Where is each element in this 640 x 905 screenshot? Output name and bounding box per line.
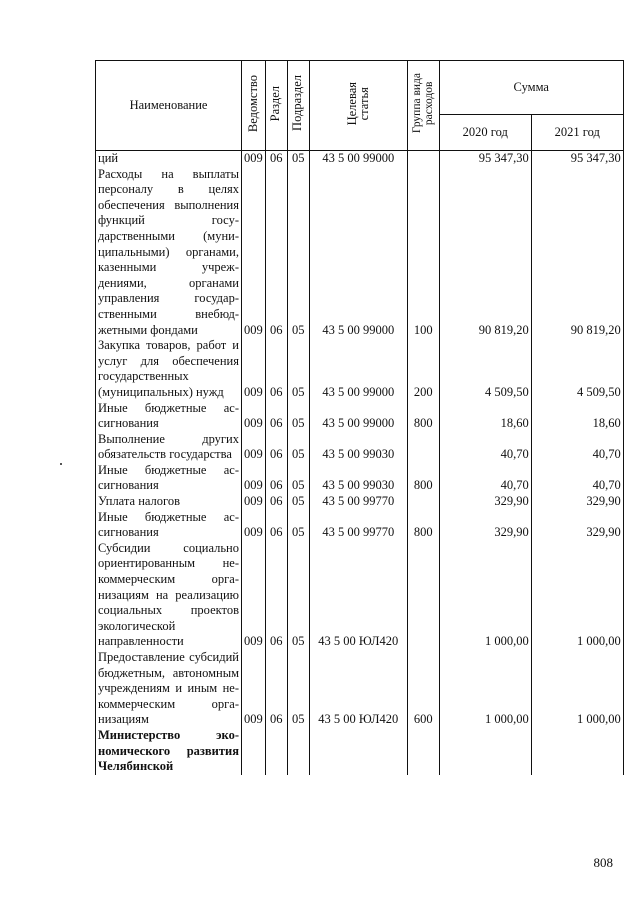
table-cell-sum-2020: 90 819,20 [439, 167, 531, 339]
table-cell-sum-2020: 18,60 [439, 401, 531, 432]
table-cell-vedomstvo: 009 [242, 338, 266, 400]
table-cell-vedomstvo: 009 [242, 510, 266, 541]
table-cell-sum-2021 [531, 728, 623, 775]
table-cell-razdel: 06 [265, 432, 287, 463]
table-cell-sum-2021: 1 000,00 [531, 541, 623, 650]
table-cell-celevaya-statya: 43 5 00 99770 [309, 510, 407, 541]
table-cell-razdel: 06 [265, 510, 287, 541]
table-cell-podrazdel [287, 728, 309, 775]
table-cell-name: Предоставление субсидий бюджетным, автономным учреждениям и иным некоммерческим организациям [96, 650, 242, 728]
table-cell-celevaya-statya: 43 5 00 99030 [309, 432, 407, 463]
table-cell-sum-2020: 329,90 [439, 510, 531, 541]
table-cell-gruppa [407, 432, 439, 463]
table-cell-podrazdel: 05 [287, 541, 309, 650]
table-cell-gruppa: 800 [407, 463, 439, 494]
table-cell-celevaya-statya [309, 728, 407, 775]
table-row [96, 510, 624, 541]
header-vedomstvo: Ведомство [242, 61, 266, 151]
table-cell-podrazdel: 05 [287, 494, 309, 510]
table-cell-razdel [265, 728, 287, 775]
table-cell-name: Иные бюджетные ассигнования [96, 401, 242, 432]
table-cell-celevaya-statya: 43 5 00 99000 [309, 401, 407, 432]
table-cell-celevaya-statya: 43 5 00 ЮЛ420 [309, 650, 407, 728]
table-cell-gruppa: 100 [407, 167, 439, 339]
table-cell-name: Министерство экономического развития Челябинской [96, 728, 242, 775]
header-podrazdel: Подраздел [287, 61, 309, 151]
table-cell-razdel: 06 [265, 401, 287, 432]
table-row [96, 650, 624, 728]
table-cell-name: Уплата налогов [96, 494, 242, 510]
table-cell-sum-2021: 4 509,50 [531, 338, 623, 400]
table-cell-sum-2020: 1 000,00 [439, 650, 531, 728]
table-cell-sum-2020: 4 509,50 [439, 338, 531, 400]
table-cell-vedomstvo [242, 728, 266, 775]
table-cell-razdel: 06 [265, 541, 287, 650]
table-cell-vedomstvo: 009 [242, 463, 266, 494]
table-cell-podrazdel: 05 [287, 510, 309, 541]
header-year-2021: 2021 год [531, 115, 623, 151]
table-cell-razdel: 06 [265, 650, 287, 728]
table-cell-sum-2020: 95 347,30 [439, 151, 531, 167]
table-cell-celevaya-statya: 43 5 00 99030 [309, 463, 407, 494]
scan-speck [60, 463, 62, 465]
table-row [96, 463, 624, 494]
table-cell-vedomstvo: 009 [242, 151, 266, 167]
table-cell-celevaya-statya: 43 5 00 99000 [309, 338, 407, 400]
table-row [96, 167, 624, 339]
table-cell-podrazdel: 05 [287, 401, 309, 432]
table-cell-celevaya-statya: 43 5 00 99000 [309, 151, 407, 167]
table-cell-gruppa: 800 [407, 510, 439, 541]
table-cell-razdel: 06 [265, 167, 287, 339]
table-cell-razdel: 06 [265, 338, 287, 400]
table-cell-vedomstvo: 009 [242, 650, 266, 728]
table-cell-podrazdel: 05 [287, 650, 309, 728]
table-cell-sum-2020: 329,90 [439, 494, 531, 510]
table-cell-podrazdel: 05 [287, 167, 309, 339]
table-cell-podrazdel: 05 [287, 338, 309, 400]
table-cell-sum-2021: 40,70 [531, 432, 623, 463]
table-cell-gruppa: 600 [407, 650, 439, 728]
table-row [96, 338, 624, 400]
table-cell-podrazdel: 05 [287, 151, 309, 167]
table-cell-gruppa [407, 151, 439, 167]
header-celevaya-statya: Целевая статья [309, 61, 407, 151]
table-cell-sum-2021: 90 819,20 [531, 167, 623, 339]
table-cell-name: Выполнение других обязательств государства [96, 432, 242, 463]
table-cell-razdel: 06 [265, 463, 287, 494]
header-gruppa-vida-rashodov: Группа вида расходов [407, 61, 439, 151]
table-cell-sum-2021: 18,60 [531, 401, 623, 432]
table-cell-name: Иные бюджетные ассигнования [96, 463, 242, 494]
table-row [96, 728, 624, 775]
header-name: Наименование [96, 61, 242, 151]
table-cell-razdel: 06 [265, 494, 287, 510]
table-cell-name: Расходы на выплаты персоналу в целях обеспечения выполнения функций государственными (муниципальными) органами, казенными учреждениями, органами управления государственными внебюджетными фондами [96, 167, 242, 339]
table-row [96, 401, 624, 432]
table-cell-vedomstvo: 009 [242, 167, 266, 339]
table-cell-celevaya-statya: 43 5 00 99770 [309, 494, 407, 510]
table-row [96, 494, 624, 510]
table-cell-sum-2021: 329,90 [531, 510, 623, 541]
table-cell-podrazdel: 05 [287, 432, 309, 463]
table-cell-gruppa: 200 [407, 338, 439, 400]
table-cell-razdel: 06 [265, 151, 287, 167]
table-cell-gruppa: 800 [407, 401, 439, 432]
header-razdel: Раздел [265, 61, 287, 151]
table-cell-vedomstvo: 009 [242, 541, 266, 650]
budget-table [95, 60, 624, 775]
header-year-2020: 2020 год [439, 115, 531, 151]
table-cell-sum-2021: 1 000,00 [531, 650, 623, 728]
table-row [96, 151, 624, 167]
table-cell-name: Субсидии социально ориентированным некоммерческим организациям на реализацию социальных проектов экологической направленности [96, 541, 242, 650]
table-cell-vedomstvo: 009 [242, 432, 266, 463]
table-cell-gruppa [407, 728, 439, 775]
table-cell-vedomstvo: 009 [242, 494, 266, 510]
table-cell-celevaya-statya: 43 5 00 99000 [309, 167, 407, 339]
table-row [96, 432, 624, 463]
header-summa: Сумма [439, 61, 623, 115]
table-cell-sum-2020: 40,70 [439, 432, 531, 463]
table-cell-sum-2020: 1 000,00 [439, 541, 531, 650]
table-cell-gruppa [407, 541, 439, 650]
table-cell-gruppa [407, 494, 439, 510]
table-cell-sum-2021: 40,70 [531, 463, 623, 494]
table-cell-sum-2021: 95 347,30 [531, 151, 623, 167]
table-row [96, 541, 624, 650]
page-number: 808 [593, 855, 613, 870]
table-cell-name: Иные бюджетные ассигнования [96, 510, 242, 541]
table-cell-sum-2020 [439, 728, 531, 775]
table-cell-sum-2021: 329,90 [531, 494, 623, 510]
table-cell-celevaya-statya: 43 5 00 ЮЛ420 [309, 541, 407, 650]
table-cell-vedomstvo: 009 [242, 401, 266, 432]
table-cell-sum-2020: 40,70 [439, 463, 531, 494]
table-cell-name: ций [96, 151, 242, 167]
table-cell-podrazdel: 05 [287, 463, 309, 494]
table-cell-name: Закупка товаров, работ и услуг для обеспечения государственных (муниципальных) нужд [96, 338, 242, 400]
